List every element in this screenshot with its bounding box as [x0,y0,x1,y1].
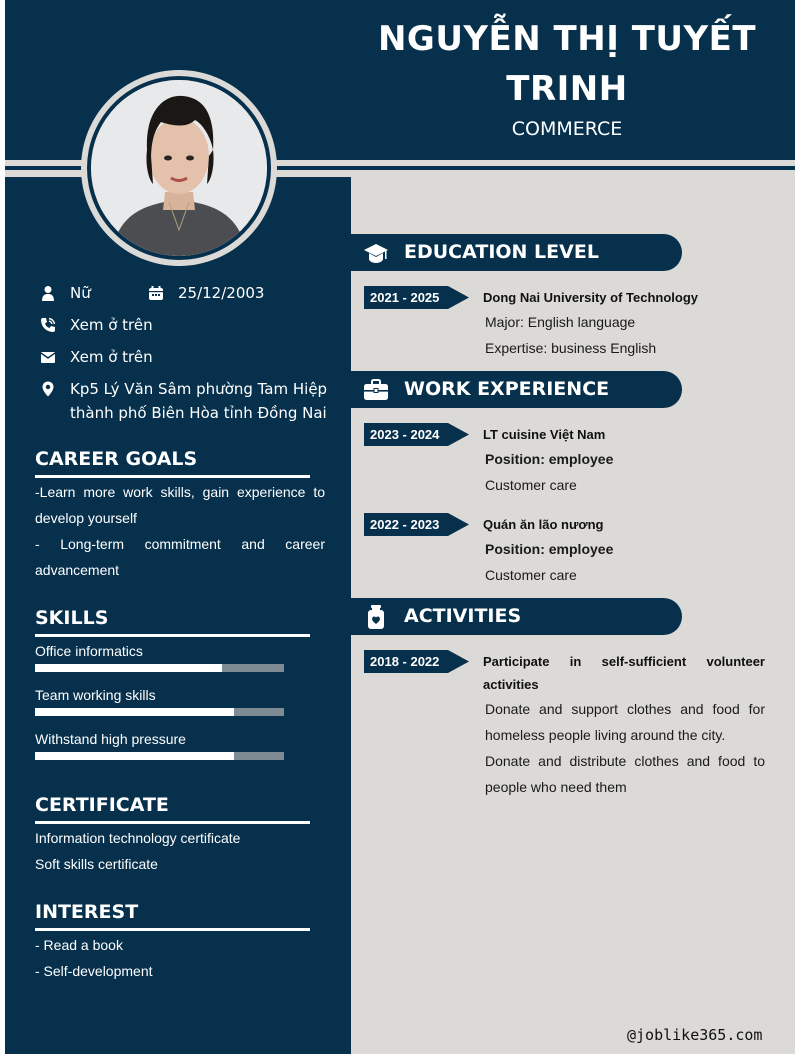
date-tag [364,286,469,309]
entry-title: Quán ăn lão nương [483,517,604,532]
address-line-1: Kp5 Lý Văn Sâm phường Tam Hiệp [70,380,328,398]
interest-rule [35,928,310,931]
calendar-icon [148,285,164,301]
phone-value: Xem ở trên [70,316,153,334]
interest-heading: INTEREST [35,901,139,923]
address-row [40,377,340,425]
gender-row [40,281,150,305]
work-experience-heading: WORK EXPERIENCE [404,378,610,400]
work-experience-section-header [351,371,682,408]
skill-bar [35,752,284,760]
date-range: 2018 - 2022 [370,654,440,669]
address-line-2: thành phố Biên Hòa tỉnh Đồng Nai [70,404,327,422]
envelope-icon [40,349,56,365]
briefcase-icon [363,377,389,403]
interest-item: - Self-development [35,963,153,979]
activities-heading: ACTIVITIES [404,605,522,627]
gender-value: Nữ [70,284,91,302]
date-tag [364,513,469,536]
entry-line: Major: English language [485,314,636,330]
phone-icon [40,317,56,333]
graduation-cap-icon [363,240,389,266]
entry-title: Participate in self-sufficient volunteer activities [483,654,765,692]
email-row [40,345,330,369]
education-heading: EDUCATION LEVEL [404,241,599,263]
date-tag [364,650,469,673]
candidate-name-line-2: TRINH [506,69,628,109]
skill-bar-fill [35,664,222,672]
skill-label: Withstand high pressure [35,731,186,747]
certificate-item: Soft skills certificate [35,856,158,872]
career-goal-item: -Learn more work skills, gain experience to develop yourself [35,484,325,526]
email-value: Xem ở trên [70,348,153,366]
activities-section-header [351,598,682,635]
career-goal-item: - Long-term commitment and career advancement [35,536,325,578]
certificate-rule [35,821,310,824]
career-goals-rule [35,475,310,478]
resume-page [5,0,795,1054]
entry-line: Customer care [485,567,577,583]
career-goals-heading: CAREER GOALS [35,448,198,470]
skill-label: Office informatics [35,643,143,659]
date-tag [364,423,469,446]
birthday-row [148,281,338,305]
interest-item: - Read a book [35,937,123,953]
avatar [91,80,267,256]
candidate-name-line-1: NGUYỄN THỊ TUYẾT [377,19,757,59]
person-icon [40,285,56,301]
entry-title: Dong Nai University of Technology [483,290,699,305]
candidate-name [377,14,757,114]
entry-position: Position: employee [485,451,614,467]
skill-bar [35,708,284,716]
entry-title: LT cuisine Việt Nam [483,427,606,442]
skill-bar [35,664,284,672]
entry-line: Donate and support clothes and food for homeless people living around the city. [485,701,765,743]
skills-rule [35,634,310,637]
entry-line: Expertise: business English [485,340,657,356]
certificate-item: Information technology certificate [35,830,241,846]
skills-heading: SKILLS [35,607,109,629]
entry-position: Position: employee [485,541,614,557]
location-pin-icon [40,381,56,397]
watermark: @joblike365.com [627,1026,763,1044]
date-range: 2021 - 2025 [370,290,440,305]
education-section-header [351,234,682,271]
date-range: 2022 - 2023 [370,517,440,532]
entry-line: Donate and distribute clothes and food to people who need them [485,753,765,795]
date-range: 2023 - 2024 [370,427,440,442]
donation-jar-icon [363,604,389,630]
skill-bar-fill [35,708,234,716]
phone-row [40,313,330,337]
job-title: COMMERCE [511,118,623,140]
certificate-heading: CERTIFICATE [35,794,169,816]
skill-bar-fill [35,752,234,760]
entry-line: Customer care [485,477,577,493]
birthday-value: 25/12/2003 [178,284,265,302]
skill-label: Team working skills [35,687,156,703]
